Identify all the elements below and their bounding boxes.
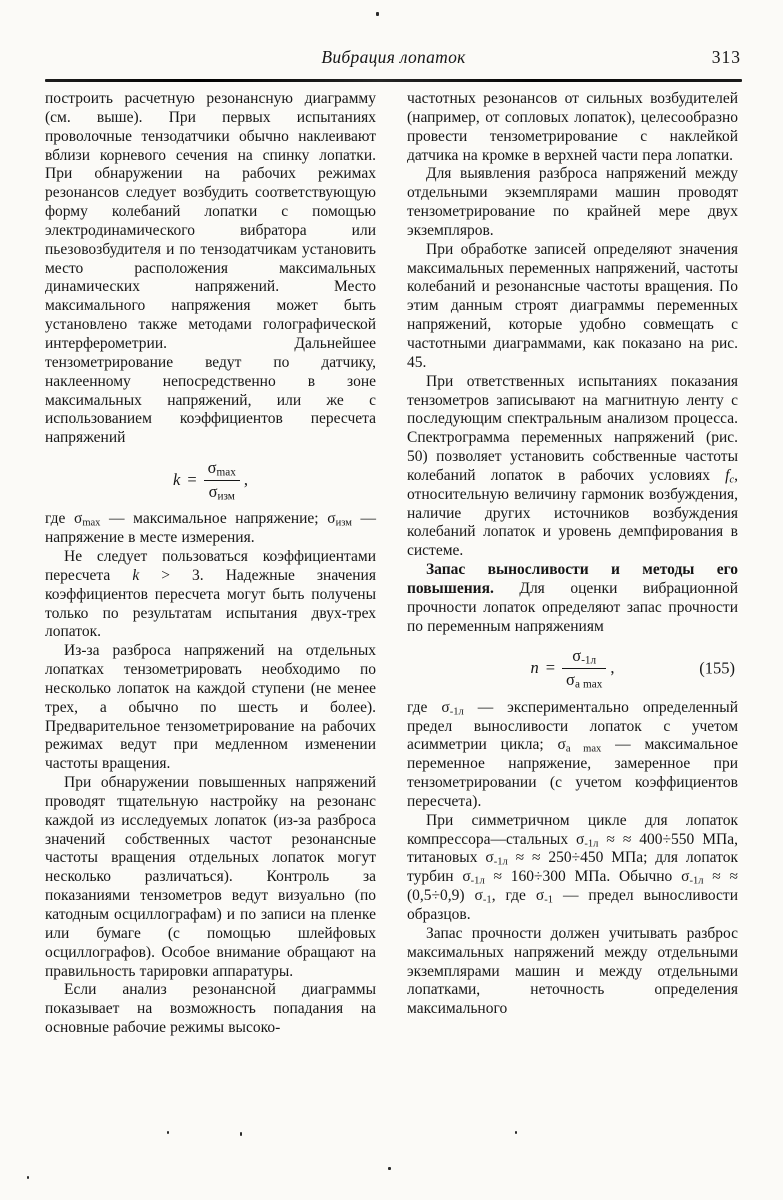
text-run: σ <box>557 736 566 754</box>
equation-number: (155) <box>699 658 735 678</box>
left-column <box>45 90 381 1038</box>
subscript: c <box>729 474 735 486</box>
text-run: При ответственных испытаниях показания тензометров записывают на магнитную ленту с последующим спектральным анализом процесса. Спектрограмма переменных напряжений (рис. 50) позволяет установить собственные частоты колебаний лопаток в рабочих условиях <box>407 372 743 484</box>
subscript: -1 <box>544 894 553 906</box>
text-run: σ <box>572 646 582 666</box>
fraction-denominator <box>562 669 606 691</box>
paragraph <box>45 510 381 548</box>
paragraph <box>45 90 381 448</box>
paragraph <box>45 547 381 642</box>
text-run: — экспериментально определенный предел выносливости лопаток с учетом асимметрии цикла; <box>407 698 743 754</box>
text-run: , относительную величину гармоник возбуждения, наличие других источников возбуждения колебаний лопаток и уровень демпфирования в системе. <box>407 466 743 560</box>
text-run: Для выявления разброса напряжений между отдельными экземплярами машин проводят тензометрирование по крайней мере двух экземпляров. <box>407 165 743 239</box>
running-title: Вибрация лопаток <box>321 47 466 67</box>
text-run: σ <box>208 481 218 501</box>
subscript: a max <box>565 743 602 755</box>
scan-speckle <box>167 1131 169 1134</box>
text-run: — напряжение в месте измерения. <box>45 510 381 547</box>
text-run: σ <box>327 510 336 528</box>
paragraph <box>407 698 743 812</box>
fraction-numerator <box>204 458 240 481</box>
text-run: f <box>725 466 730 484</box>
equals-sign: = <box>187 469 197 489</box>
text-run: Для оценки вибрационной прочности лопаток определяют запас прочности по переменным напряжениям <box>407 579 743 635</box>
equals-sign: = <box>545 658 556 678</box>
subscript: max <box>216 466 236 479</box>
page-header <box>45 47 742 71</box>
paragraph <box>45 981 381 1038</box>
scan-speckle <box>515 1131 517 1134</box>
text-run: частотных резонансов от сильных возбудителей (например, от сопловых лопаток), целесообразно провести тензометрирование с наклейкой датчика на кромке в верхней части пера лопатки. <box>407 90 743 164</box>
text-run: ≈ ≈ 250÷450 МПа; для лопаток турбин <box>407 849 743 886</box>
subscript: -1л <box>581 655 597 668</box>
subscript: -1л <box>493 856 508 868</box>
formula <box>407 646 738 690</box>
text-run: σ <box>441 698 450 716</box>
scan-speckle <box>240 1132 242 1136</box>
paragraph <box>407 165 743 240</box>
scan-speckle <box>388 1167 391 1170</box>
fraction-denominator <box>204 481 240 503</box>
subscript: -1л <box>449 706 464 718</box>
text-run: Не следует пользоваться коэффициентами пересчета <box>45 547 381 584</box>
text-run: где <box>45 510 74 528</box>
paragraph <box>407 811 743 925</box>
text-run: σ <box>474 887 483 905</box>
formula-lhs: n <box>530 658 539 678</box>
paragraph <box>407 240 743 373</box>
text-run: σ <box>73 510 83 528</box>
paragraph <box>45 642 381 774</box>
text-run: , где <box>491 887 536 905</box>
text-run: σ <box>681 868 690 886</box>
text-run: ≈ ≈ 400÷550 МПа, титановых <box>407 830 743 867</box>
paragraph <box>407 924 743 1019</box>
text-run: σ <box>535 887 545 905</box>
scan-speckle <box>376 12 379 16</box>
text-run: — максимальное переменное напряжение, замеренное при тензометрировании (с учетом коэффициентов пересчета). <box>407 736 743 810</box>
paragraph <box>45 774 381 981</box>
right-column <box>407 90 743 1038</box>
text-run: Запас выносливости и методы его повышения. <box>407 561 743 597</box>
subscript: -1л <box>584 838 599 850</box>
text-run: σ <box>485 849 494 867</box>
text-run: σ <box>207 458 217 478</box>
text-run: построить расчетную резонансную диаграмму (см. выше). При первых испытаниях проволочные тензодатчики обычно наклеивают вблизи корневого сечения на спинку лопатки. При обнаружении на рабочих режимах резонансов следует возбудить соответствующую форму колебаний лопатки с помощью электродинамического вибратора или пьезовозбудителя и по тензодатчикам установить место расположения максимальных динамических напряжений. Место максимального напряжения может быть установлено также методами голографической интерферометрии. Дальнейшее тензометрирование ведут по датчику, наклеенному непосредственно в зоне максимальных напряжений, или же с использованием коэффициентов пересчета напряжений <box>45 90 381 447</box>
text-run: k <box>132 566 140 584</box>
text-run: где <box>407 698 442 716</box>
text-run: Если анализ резонансной диаграммы показывает на возможность попадания на основные рабочие режимы высоко- <box>45 981 381 1037</box>
text-run: ≈ 160÷300 МПа. Обычно <box>484 868 682 886</box>
page-number: 313 <box>711 47 741 67</box>
subscript: -1л <box>470 875 485 887</box>
subscript: изм <box>217 490 235 503</box>
subscript: -1л <box>689 875 704 887</box>
text-run: — максимальное напряжение; <box>100 510 328 528</box>
subscript: a max <box>574 678 603 691</box>
subscript: max <box>82 517 101 529</box>
text-run: При обработке записей определяют значения максимальных переменных напряжений, частоты колебаний и резонансные частоты вращения. По этим данным строят диаграммы переменных напряжений, которые удобно совмещать с частотными диаграммами, как показано на рис. 45. <box>407 240 743 371</box>
fraction <box>204 458 240 502</box>
fraction-numerator <box>562 646 606 669</box>
paragraph <box>407 561 743 636</box>
text-run: При симметричном цикле для лопаток компрессора—стальных <box>407 811 743 848</box>
text-run: Из-за разброса напряжений на отдельных лопатках тензометрировать необходимо по несколько лопаток на каждой ступени (не менее трех, а обычно по шесть и более). Предварительное тензометрирование на рабочих режимах ведут при медленном изменении частоты вращения. <box>45 642 381 773</box>
scan-speckle <box>27 1176 29 1179</box>
text-run: Запас прочности должен учитывать разброс максимальных напряжений между отдельными экземплярами машин и между отдельными лопатками, неточность определения максимального <box>407 924 743 1018</box>
text-columns <box>45 90 742 1038</box>
formula-lhs: k <box>173 469 181 489</box>
formula-tail: , <box>610 658 615 678</box>
subscript: -1 <box>482 894 492 906</box>
text-run: При обнаружении повышенных напряжений проводят тщательную настройку на резонанс каждой из исследуемых лопаток (из-за разброса значений собственных частот резонансные частоты вращения отдельных лопаток могут несколько различаться). Контроль за показаниями тензометров ведут визуально (по катодным осциллографам) и по записи на пленке или бумаге (с помощью шлейфовых осциллографов). Особое внимание обращают на правильность тарировки аппаратуры. <box>45 774 381 980</box>
fraction <box>562 646 606 690</box>
text-run: ≈ ≈ (0,5÷0,9) <box>407 868 743 905</box>
paragraph <box>407 90 743 165</box>
text-run: σ <box>566 670 575 690</box>
text-run: — предел выносливости образцов. <box>407 887 743 923</box>
paragraph <box>407 372 743 561</box>
formula <box>45 458 376 502</box>
text-run: σ <box>462 868 471 886</box>
subscript: изм <box>335 517 352 529</box>
formula-tail: , <box>243 469 248 489</box>
text-run: σ <box>576 830 585 848</box>
text-run: > 3. Надежные значения коэффициентов пересчета могут быть получены только по результатам испытания двух-трех лопаток. <box>45 566 381 641</box>
header-rule <box>45 79 742 82</box>
